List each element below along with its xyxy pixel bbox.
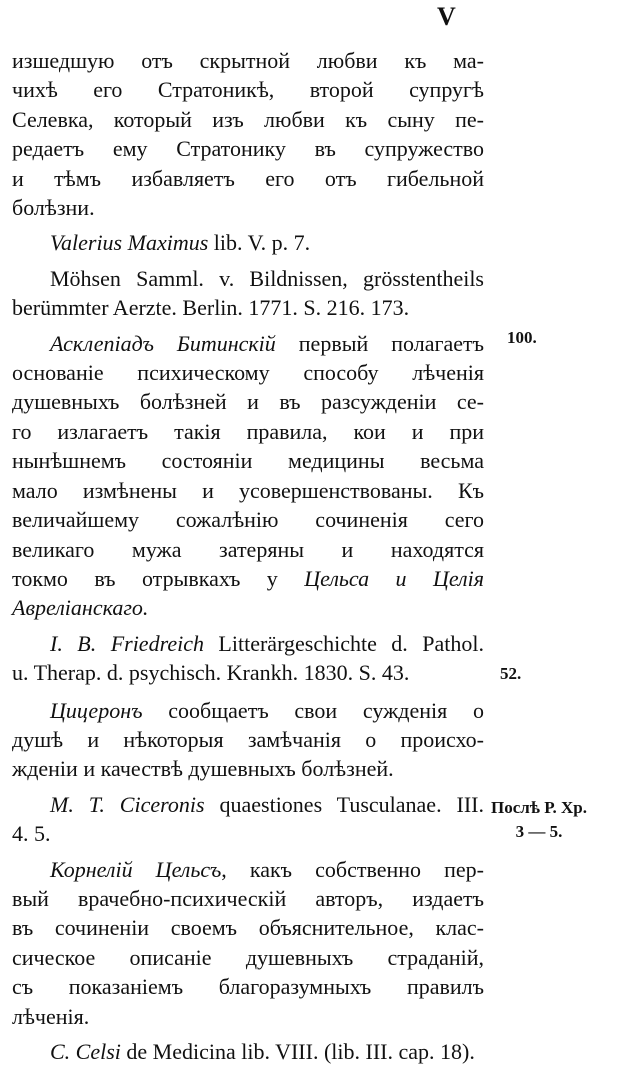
text-line: жденіи и качествѣ душевныхъ болѣзней. <box>12 756 394 782</box>
text-line: и тѣмъ избавляетъ его отъ гибельной <box>12 165 484 191</box>
reference-line <box>12 264 484 293</box>
text-line: душевныхъ болѣзней и въ разсужденіи се- <box>12 389 484 415</box>
reference-line <box>12 790 484 819</box>
text-line: сическое описаніе душевныхъ страданій, <box>12 944 484 970</box>
reference-line <box>12 1037 484 1066</box>
person-name: Асклепіадъ Битинскій <box>50 330 276 356</box>
reference-line <box>12 629 484 658</box>
text-line: величайшему сожалѣнію сочиненія сего <box>12 507 484 533</box>
text-line: основаніе психическому способу лѣченія <box>12 360 484 386</box>
page-number: V <box>437 2 457 31</box>
reference-author: M. T. Ciceronis <box>50 791 205 817</box>
reference-text: de Medicina lib. VIII. (lib. III. cap. 18). <box>120 1039 475 1064</box>
reference-text: quaestiones Tusculanae. III. <box>204 791 484 817</box>
text-line <box>12 855 484 884</box>
text-line <box>12 564 484 593</box>
person-name: Корнелій Цельсъ <box>50 856 222 882</box>
margin-note-line: 3 — 5. <box>515 822 563 841</box>
reference-author: Valerius Maximus <box>50 230 209 256</box>
text-line: го излагаетъ такія правила, кои и при <box>12 418 484 444</box>
reference-author: C. Celsi <box>50 1039 121 1064</box>
margin-note-year: 100. <box>507 328 537 347</box>
text-line: нынѣшнемъ состояніи медицины весьма <box>12 448 484 474</box>
text-line: лѣченія. <box>12 1003 90 1029</box>
reference-line: u. Therap. d. psychisch. Krankh. 1830. S. 43. <box>12 660 410 686</box>
reference-author: I. B. Friedreich <box>50 630 204 656</box>
person-name: Цельса и Целія <box>304 565 484 591</box>
person-name: Цицеронъ <box>50 697 143 723</box>
text-line <box>12 593 484 622</box>
text-line: душѣ и нѣкоторыя замѣчанія о происхо- <box>12 726 484 752</box>
margin-note-year: 52. <box>500 664 522 683</box>
reference-line <box>12 228 484 257</box>
main-text <box>12 46 484 1066</box>
text-line: редаетъ ему Стратонику въ супружество <box>12 136 484 162</box>
text-span: , какъ собственно пер- <box>221 856 484 882</box>
text-span: первый полагаетъ <box>275 330 485 356</box>
text-line: съ показаніемъ благоразумныхъ правилъ <box>12 974 484 1000</box>
text-span: сообщаетъ свои сужденія о <box>142 697 484 723</box>
margin-note-era <box>484 796 594 844</box>
margin-note-line: Послѣ Р. Хр. <box>491 798 587 817</box>
reference-text: Litterärgeschichte d. Pathol. <box>203 630 484 656</box>
reference-line: berümmter Aerzte. Berlin. 1771. S. 216. 173. <box>12 295 410 321</box>
text-line: чихѣ его Стратоникѣ, второй супругѣ <box>12 77 484 103</box>
text-line: изшедшую отъ скрытной любви къ ма- <box>12 48 484 73</box>
text-line: Селевка, который изъ любви къ сыну пе- <box>12 106 484 132</box>
reference-text: Möhsen Samml. v. Bildnissen, grösstentheils <box>50 265 484 291</box>
text-line <box>12 329 484 358</box>
reference-line: 4. 5. <box>12 821 51 847</box>
text-line: вый врачебно-психическій авторъ, издаетъ <box>12 885 484 911</box>
person-name: Авреліанскаго. <box>12 595 149 621</box>
text-line <box>12 696 484 725</box>
text-line: въ сочиненіи своемъ объяснительное, клас- <box>12 915 484 941</box>
text-span: токмо въ отрывкахъ у <box>12 565 305 591</box>
reference-text: lib. V. p. 7. <box>208 230 311 256</box>
text-line: великаго мужа затеряны и находятся <box>12 536 484 562</box>
text-line: болѣзни. <box>12 195 95 221</box>
text-line: мало измѣнены и усовершенствованы. Къ <box>12 477 484 503</box>
